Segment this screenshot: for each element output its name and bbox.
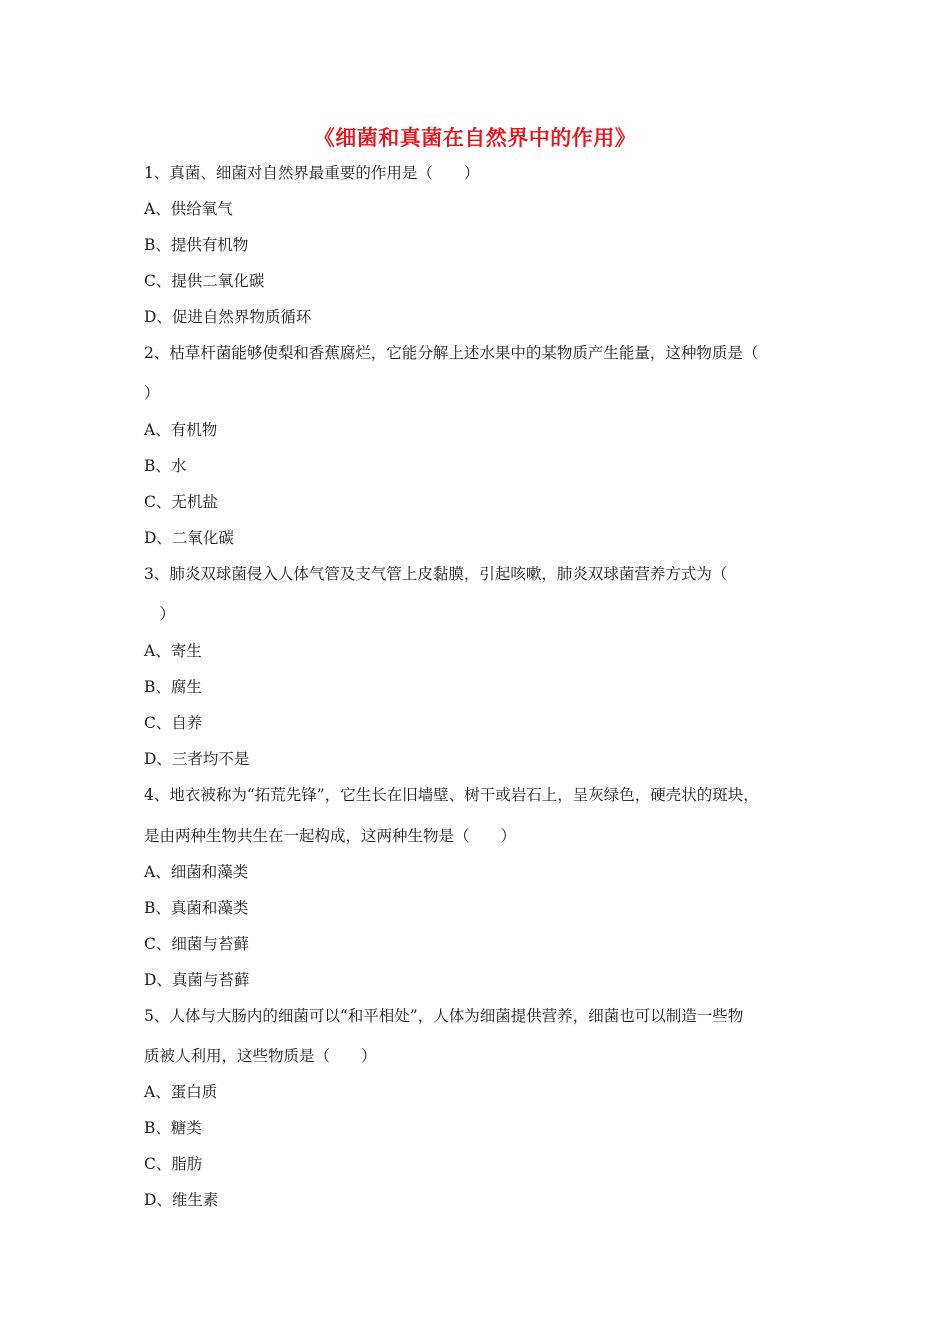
question-4-stem: 4、地衣被称为“拓荒先锋”，它生长在旧墙壁、树干或岩石上，呈灰绿色，硬壳状的斑块， xyxy=(144,786,759,804)
question-1-option-b: B、提供有机物 xyxy=(144,236,249,254)
question-5-option-b: B、糖类 xyxy=(144,1119,202,1137)
question-3-option-d: D、三者均不是 xyxy=(144,750,250,768)
question-5-stem: 5、人体与大肠内的细菌可以“和平相处”，人体为细菌提供营养，细菌也可以制造一些物 xyxy=(144,1007,744,1025)
question-3-stem: 3、肺炎双球菌侵入人体气管及支气管上皮黏膜，引起咳嗽，肺炎双球菌营养方式为（ xyxy=(144,565,728,583)
question-2-stem-continued: ） xyxy=(144,384,160,402)
question-2-option-b: B、水 xyxy=(144,457,187,475)
question-3-option-a: A、寄生 xyxy=(144,642,202,660)
question-4-option-a: A、细菌和藻类 xyxy=(144,863,249,881)
question-5-option-a: A、蛋白质 xyxy=(144,1083,218,1101)
question-4-option-d: D、真菌与苔藓 xyxy=(144,971,250,989)
question-4-option-b: B、真菌和藻类 xyxy=(144,899,249,917)
question-4-option-c: C、细菌与苔藓 xyxy=(144,935,249,953)
question-1-option-c: C、提供二氧化碳 xyxy=(144,272,265,290)
question-3-option-c: C、自养 xyxy=(144,714,203,732)
question-1-option-d: D、促进自然界物质循环 xyxy=(144,308,312,326)
question-3-option-b: B、腐生 xyxy=(144,678,202,696)
question-1-option-a: A、供给氧气 xyxy=(144,200,233,218)
question-1-stem: 1、真菌、细菌对自然界最重要的作用是（ ） xyxy=(144,164,480,182)
question-4-stem-continued: 是由两种生物共生在一起构成，这两种生物是（ ） xyxy=(144,827,517,845)
question-2-option-d: D、二氧化碳 xyxy=(144,529,234,547)
question-2-stem: 2、枯草杆菌能够使梨和香蕉腐烂，它能分解上述水果中的某物质产生能量，这种物质是（ xyxy=(144,344,759,362)
question-2-option-c: C、无机盐 xyxy=(144,493,218,511)
question-5-option-d: D、维生素 xyxy=(144,1191,219,1209)
question-5-stem-continued: 质被人利用，这些物质是（ ） xyxy=(144,1047,377,1065)
question-5-option-c: C、脂肪 xyxy=(144,1155,203,1173)
document-title: 《细菌和真菌在自然界中的作用》 xyxy=(313,126,637,150)
question-2-option-a: A、有机物 xyxy=(144,421,218,439)
question-3-stem-continued: ） xyxy=(144,605,176,623)
